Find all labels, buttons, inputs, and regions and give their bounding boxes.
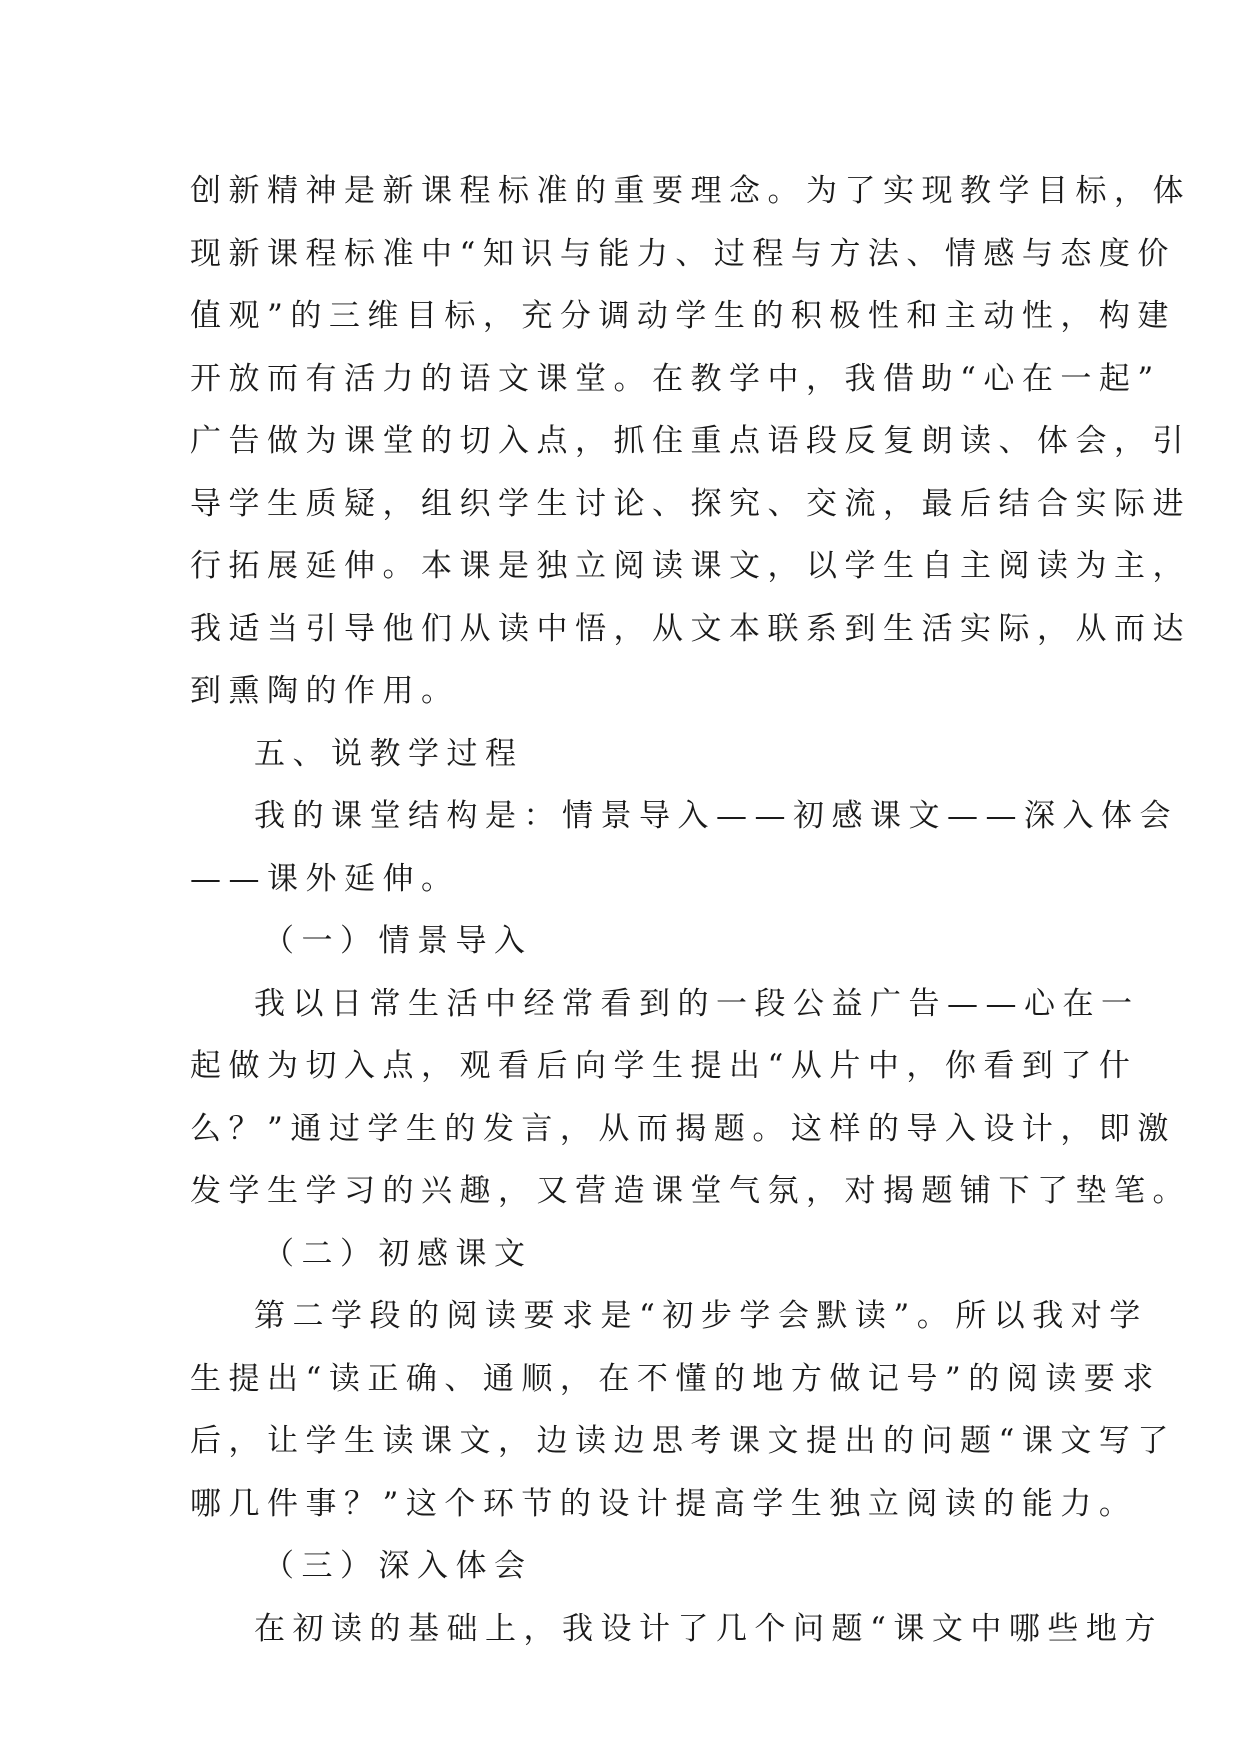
body-line: 行拓展延伸。本课是独立阅读课文，以学生自主阅读为主， xyxy=(190,548,1191,584)
body-line: 广告做为课堂的切入点，抓住重点语段反复朗读、体会，引 xyxy=(190,423,1191,459)
body-line: ——课外延伸。 xyxy=(190,860,460,897)
body-line: 后，让学生读课文，边读边思考课文提出的问题“课文写了 xyxy=(190,1423,1176,1459)
subsection-heading: （二）初感课文 xyxy=(263,1235,533,1272)
subsection-heading: （一）情景导入 xyxy=(263,923,533,959)
body-line: 到熏陶的作用。 xyxy=(190,673,460,709)
paragraph-start-line: 我以日常生活中经常看到的一段公益广告——心在一 xyxy=(254,985,1140,1022)
body-line: 生提出“读正确、通顺，在不懂的地方做记号”的阅读要求 xyxy=(190,1360,1161,1397)
body-line: 开放而有活力的语文课堂。在教学中，我借助“心在一起” xyxy=(190,360,1161,397)
subsection-heading: （三）深入体会 xyxy=(263,1548,533,1584)
body-line: 导学生质疑，组织学生讨论、探究、交流，最后结合实际进 xyxy=(190,485,1191,522)
body-line: 发学生学习的兴趣，又营造课堂气氛，对揭题铺下了垫笔。 xyxy=(190,1173,1191,1209)
body-line: 我适当引导他们从读中悟，从文本联系到生活实际，从而达 xyxy=(190,610,1191,647)
paragraph-start-line: 我的课堂结构是：情景导入——初感课文——深入体会 xyxy=(254,798,1178,834)
paragraph-start-line: 第二学段的阅读要求是“初步学会默读”。所以我对学 xyxy=(254,1298,1148,1334)
document-page xyxy=(190,160,1191,1660)
body-line: 值观”的三维目标，充分调动学生的积极性和主动性，构建 xyxy=(190,298,1176,334)
body-line: 么？”通过学生的发言，从而揭题。这样的导入设计，即激 xyxy=(190,1110,1176,1147)
section-heading: 五、说教学过程 xyxy=(254,735,524,772)
body-line: 创新精神是新课程标准的重要理念。为了实现教学目标，体 xyxy=(190,173,1191,209)
body-line: 现新课程标准中“知识与能力、过程与方法、情感与态度价 xyxy=(190,235,1176,272)
body-line: 哪几件事？”这个环节的设计提高学生独立阅读的能力。 xyxy=(190,1485,1138,1522)
body-line: 起做为切入点，观看后向学生提出“从片中，你看到了什 xyxy=(190,1048,1138,1084)
paragraph-start-line: 在初读的基础上，我设计了几个问题“课文中哪些地方 xyxy=(254,1610,1163,1647)
